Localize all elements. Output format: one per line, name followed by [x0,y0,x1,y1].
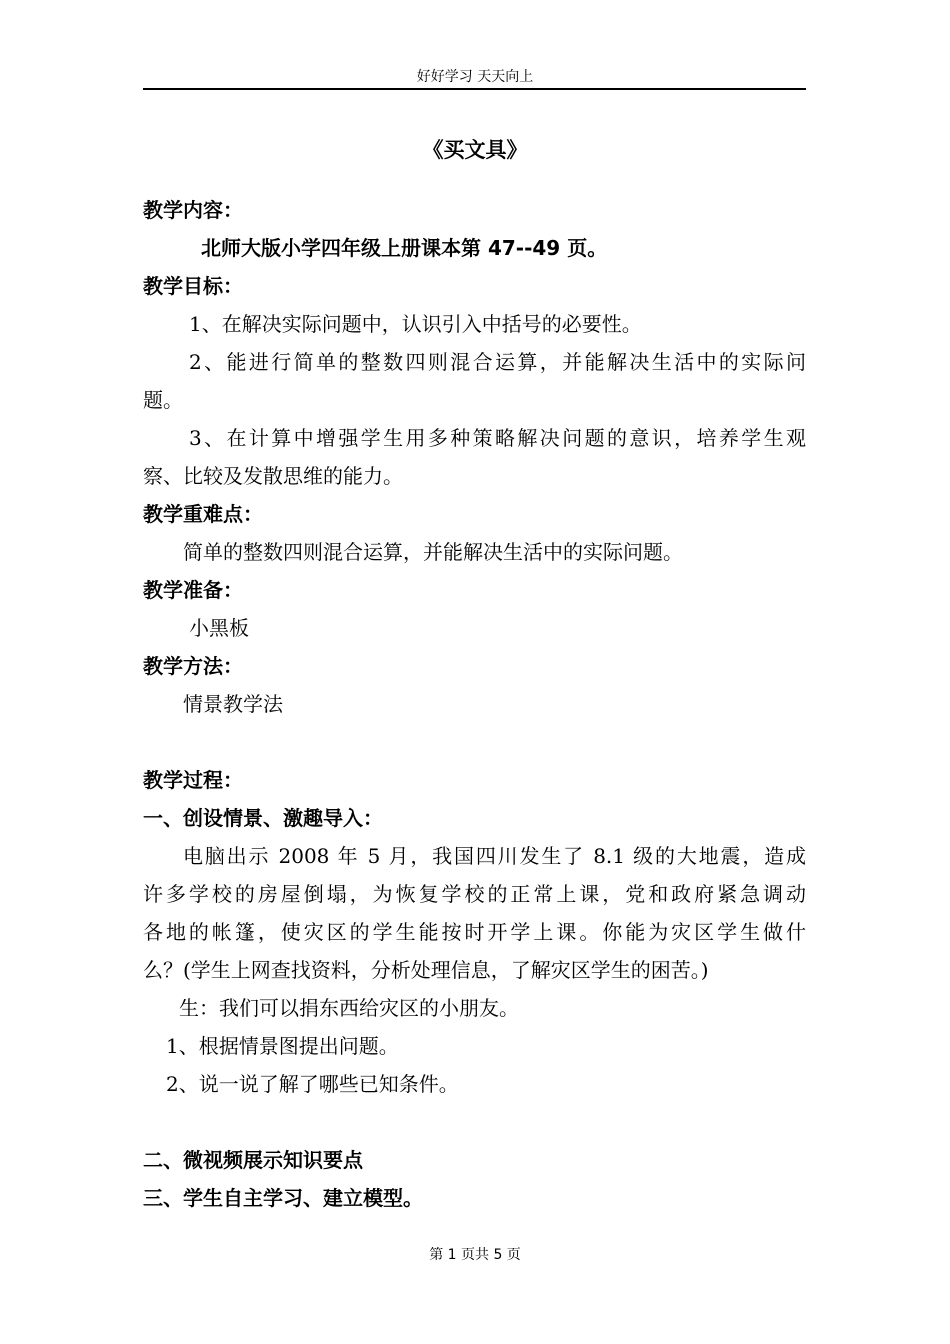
step-1-heading: 一、创设情景、激趣导入： [143,806,383,830]
goal-item-3-line-2: 察、比较及发散思维的能力。 [143,464,403,488]
header-motto: 好好学习 天天向上 [416,69,534,85]
step-1-student-reply: 生：我们可以捐东西给灾区的小朋友。 [179,996,519,1020]
step-1-paragraph-line-4: 么？(学生上网查找资料，分析处理信息，了解灾区学生的困苦。) [143,958,709,982]
key-points-heading: 教学重难点： [143,502,263,526]
content-heading: 教学内容： [143,198,243,222]
step-1-paragraph-line-1: 电脑出示 2008 年 5 月，我国四川发生了 8.1 级的大地震，造成 [183,844,806,868]
method-text: 情景教学法 [183,692,283,716]
goal-item-2-line-2: 题。 [143,388,183,412]
goal-item-3-line-1: 3、在计算中增强学生用多种策略解决问题的意识，培养学生观 [189,426,806,450]
process-heading: 教学过程： [143,768,243,792]
goals-heading: 教学目标： [143,274,243,298]
step-1-task-2: 2、说一说了解了哪些已知条件。 [166,1072,459,1096]
goal-item-1: 1、在解决实际问题中，认识引入中括号的必要性。 [189,312,642,336]
key-points-text: 简单的整数四则混合运算，并能解决生活中的实际问题。 [183,540,683,564]
page-number: 第 1 页共 5 页 [429,1247,521,1263]
document-title: 《买文具》 [422,138,528,162]
content-text: 北师大版小学四年级上册课本第 47--49 页。 [201,236,608,260]
step-2-heading: 二、微视频展示知识要点 [143,1148,363,1172]
preparation-heading: 教学准备： [143,578,243,602]
goal-item-2-line-1: 2、能进行简单的整数四则混合运算，并能解决生活中的实际问 [189,350,806,374]
preparation-text: 小黑板 [189,616,249,640]
step-1-paragraph-line-2: 许多学校的房屋倒塌，为恢复学校的正常上课，党和政府紧急调动 [143,882,806,906]
step-3-heading: 三、学生自主学习、建立模型。 [143,1186,423,1210]
step-1-task-1: 1、根据情景图提出问题。 [166,1034,399,1058]
step-1-paragraph-line-3: 各地的帐篷，使灾区的学生能按时开学上课。你能为灾区学生做什 [143,920,806,944]
method-heading: 教学方法： [143,654,243,678]
